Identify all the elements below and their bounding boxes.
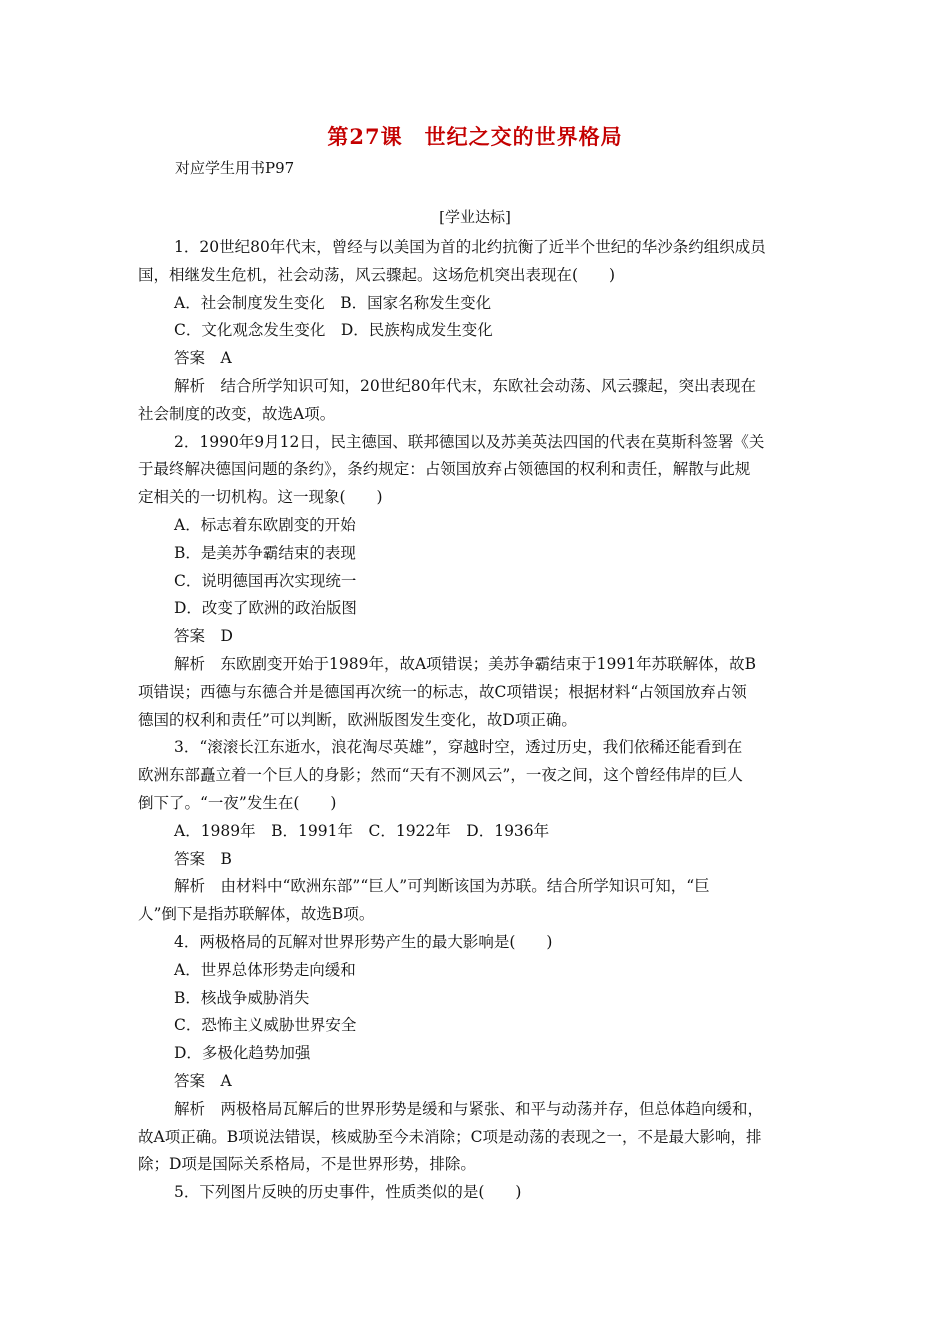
text-line: A．社会制度发生变化 B．国家名称发生变化 (174, 293, 492, 312)
text-line: 项错误；西德与东德合并是德国再次统一的标志，故C项错误；根据材料“占领国放弃占领 (138, 682, 747, 701)
text-line: 答案 A (174, 349, 232, 368)
text-line: 国，相继发生危机，社会动荡，风云骤起。这场危机突出表现在( ) (138, 265, 616, 284)
text-line: C．说明德国再次实现统一 (174, 571, 357, 590)
text-line: 定相关的一切机构。这一现象( ) (138, 488, 383, 507)
text-line: C．文化观念发生变化 D．民族构成发生变化 (174, 321, 493, 340)
text-line: D．多极化趋势加强 (174, 1044, 311, 1063)
text-line: B．是美苏争霸结束的表现 (174, 543, 356, 562)
page-title: 第27课 世纪之交的世界格局 (327, 124, 623, 149)
text-line: 德国的权利和责任”可以判断，欧洲版图发生变化，故D项正确。 (138, 710, 577, 729)
text-line: 2．1990年9月12日，民主德国、联邦德国以及苏美英法四国的代表在莫斯科签署《关 (174, 432, 765, 451)
text-line: 4．两极格局的瓦解对世界形势产生的最大影响是( ) (174, 932, 553, 951)
text-line: 故A项正确。B项说法错误，核威胁至今未消除；C项是动荡的表现之一，不是最大影响，排 (138, 1127, 762, 1146)
text-line: 欧洲东部矗立着一个巨人的身影；然而“天有不测风云”，一夜之间，这个曾经伟岸的巨人 (138, 766, 743, 785)
text-line: 答案 A (174, 1071, 232, 1090)
text-line: A．1989年 B．1991年 C．1922年 D．1936年 (174, 821, 550, 840)
text-line: B．核战争威胁消失 (174, 988, 310, 1007)
text-line: 1．20世纪80年代末，曾经与以美国为首的北约抗衡了近半个世纪的华沙条约组织成员 (174, 238, 766, 256)
text-line: 5．下列图片反映的历史事件，性质类似的是( ) (174, 1183, 522, 1202)
text-line: 社会制度的改变，故选A项。 (138, 404, 336, 423)
section-heading: [学业达标] (439, 208, 511, 226)
text-line: 3．“滚滚长江东逝水，浪花淘尽英雄”，穿越时空，透过历史，我们依稀还能看到在 (174, 738, 743, 757)
text-line: A．世界总体形势走向缓和 (174, 960, 356, 979)
text-line: 于最终解决德国问题的条约》，条约规定：占领国放弃占领德国的权利和责任，解散与此规 (138, 460, 751, 479)
document-body (138, 234, 818, 1207)
text-line: D．改变了欧洲的政治版图 (174, 599, 357, 618)
text-line: C．恐怖主义威胁世界安全 (174, 1016, 357, 1035)
text-line: 解析 由材料中“欧洲东部”“巨人”可判断该国为苏联。结合所学知识可知，“巨 (174, 877, 710, 896)
text-line: 除；D项是国际关系格局，不是世界形势，排除。 (138, 1155, 476, 1174)
textbook-reference: 对应学生用书P97 (175, 159, 295, 177)
text-line: A．标志着东欧剧变的开始 (174, 515, 356, 534)
text-line: 人”倒下是指苏联解体，故选B项。 (138, 905, 375, 924)
text-line: 答案 D (174, 627, 233, 646)
text-line: 解析 东欧剧变开始于1989年，故A项错误；美苏争霸结束于1991年苏联解体，故B (174, 654, 756, 673)
text-line: 答案 B (174, 849, 232, 868)
text-line: 解析 两极格局瓦解后的世界形势是缓和与紧张、和平与动荡并存，但总体趋向缓和， (174, 1099, 764, 1118)
text-line: 解析 结合所学知识可知，20世纪80年代末，东欧社会动荡、风云骤起，突出表现在 (174, 376, 756, 395)
text-line: 倒下了。“一夜”发生在( ) (138, 793, 337, 812)
